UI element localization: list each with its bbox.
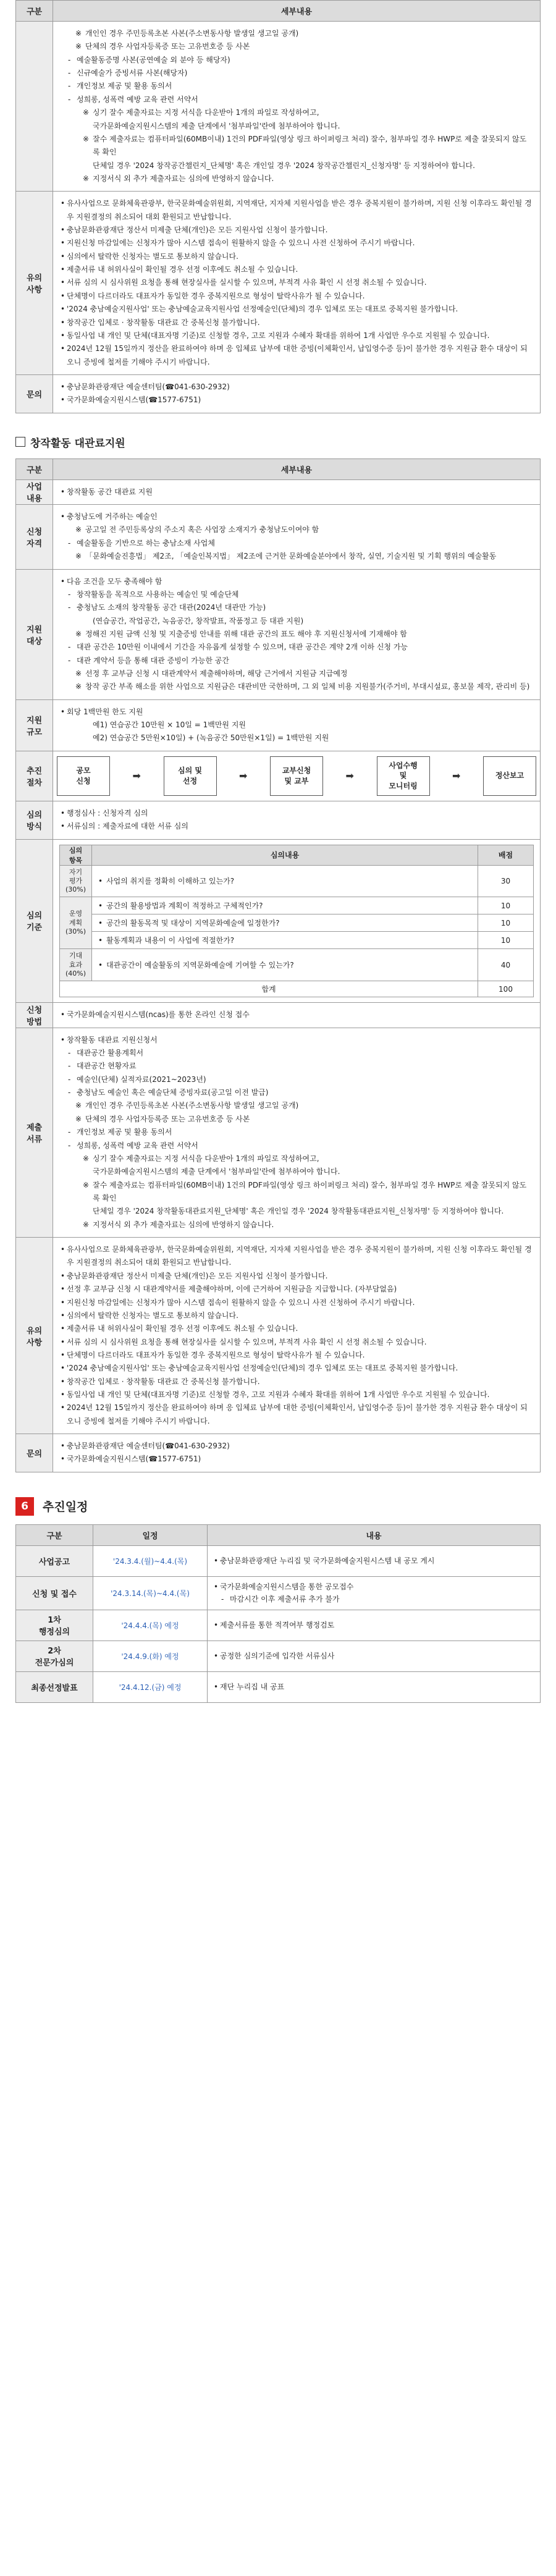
schedule-line: - 마감시간 이후 제출서류 추가 불가 bbox=[214, 1593, 534, 1605]
eligibility-cell bbox=[53, 505, 541, 569]
schedule-content bbox=[208, 1545, 541, 1576]
row-label-apply: 신청 방법 bbox=[16, 1003, 53, 1028]
text-line: • 충남문화관광재단 정산서 미제출 단체(개인)은 모든 지원사업 신청이 불가합니다. bbox=[61, 1270, 533, 1283]
text-line: • 창작활동 공간 대관료 지원 bbox=[61, 486, 533, 499]
text-line: • '2024 충남예술지원사업' 또는 충남예술교육지원사업 선정예술인(단체)의 경우 입체로 또는 대표로 중복지원 불가합니다. bbox=[61, 1362, 533, 1375]
text-line: • 충남문화관광재단 예술센터팀(☎041-630-2932) bbox=[61, 1440, 533, 1453]
text-line: ※ 지정서식 외 추가 제출자료는 심의에 반영하지 않습니다. bbox=[61, 172, 533, 185]
row-label-notice: 유의 사항 bbox=[16, 192, 53, 375]
row-label-docs: 제출 서류 bbox=[16, 1028, 53, 1237]
text-line: ※ 단체의 경우 사업자등록증 또는 고유번호증 등 사본 bbox=[61, 40, 533, 53]
schedule-line: • 재단 누리집 내 공표 bbox=[214, 1681, 534, 1693]
row-label-contact: 문의 bbox=[16, 374, 53, 413]
text-line: 예2) 연습공간 5만원×10일) + (녹음공간 50만원×1일) = 1백만원 지원 bbox=[93, 733, 329, 743]
text-line: - 개인정보 제공 및 활용 동의서 bbox=[61, 80, 533, 93]
flow-step: 심의 및 선정 bbox=[164, 756, 217, 796]
text-line: • 선정 후 교부금 신청 시 대관계약서를 제출해야하며, 이에 근거하여 지원금을 지급합니다. (자부담없음) bbox=[61, 1283, 533, 1296]
criteria-area: 기대 효과 (40%) bbox=[60, 949, 92, 981]
apply-cell bbox=[53, 1003, 541, 1028]
text-line: - 대관공간 현황자료 bbox=[61, 1060, 533, 1073]
checkbox-icon bbox=[15, 437, 25, 447]
criteria-points: 10 bbox=[478, 914, 534, 932]
criteria-item bbox=[92, 865, 478, 897]
text-line: - 창작활동을 목적으로 사용하는 예술인 및 예술단체 bbox=[61, 588, 533, 601]
schedule-table bbox=[15, 1524, 541, 1703]
text-line: ※ 단체의 경우 사업자등록증 또는 고유번호증 등 사본 bbox=[61, 1113, 533, 1126]
text-line: • 2024년 12월 15일까지 정산을 완료하여야 하며 응 입체료 납부에 대한 증빙(이체확인서, 납입영수증 등)이 불가한 경우 지원금 환수 대상이 되오니 증빙에 철저를 기해야 주시기 바랍니다. bbox=[61, 342, 533, 369]
criteria-item-text: • 사업의 취지를 정확히 이해하고 있는가? bbox=[98, 877, 234, 885]
text-line: • 심의에서 탈락한 신청자는 별도로 통보하지 않습니다. bbox=[61, 250, 533, 263]
row-label-notice: 유의 사항 bbox=[16, 1238, 53, 1434]
text-line: • '2024 충남예술지원사업' 또는 충남예술교육지원사업 선정예술인(단체)의 경우 입체로 또는 대표로 중복지원 불가합니다. bbox=[61, 303, 533, 316]
text-line: • 다음 조건을 모두 충족해야 함 bbox=[61, 575, 533, 588]
text-line: • 지원신청 마감일에는 신청자가 많아 시스템 접속이 원활하지 않을 수 있으니 사전 신청하여 주시기 바랍니다. bbox=[61, 1296, 533, 1309]
docs-continued-cell bbox=[53, 22, 541, 192]
text-line: ※ 잘수 제출자료는 컴퓨터파일(60MB이내) 1건의 PDF파일(영상 링크 하이퍼링크 처리) 잘수, 첨부파일 경우 HWP로 제출 잘못되지 않도록 확인 bbox=[61, 1179, 533, 1206]
section-title-rental bbox=[15, 434, 541, 450]
text-line: ※ 선정 후 교부금 신청 시 대관계약서 제출해야하며, 해당 근거에서 지원금 지급예정 bbox=[61, 667, 533, 680]
text-line: • 유사사업으로 문화체육관광부, 한국문화예술위원회, 지역재단, 지자체 지원사업을 받은 경우 중복지원이 불가하며, 지원 신청 이후라도 확인될 경우 지원결정의 취소되어 대회 환원되고 반납합니다. bbox=[61, 197, 533, 224]
bottom-spacer bbox=[15, 1703, 541, 1728]
text-line: • 단체명이 다르더라도 대표자가 동일한 경우 중복지원으로 형성이 탈락사유가 될 수 있습니다. bbox=[61, 1349, 533, 1362]
criteria-item bbox=[92, 897, 478, 914]
text-line: • 창작활동 대관료 지원신청서 bbox=[61, 1034, 533, 1047]
text-line: • 지원신청 마감일에는 신청자가 많아 시스템 접속이 원활하지 않을 수 있으니 사전 신청하여 주시기 바랍니다. bbox=[61, 237, 533, 250]
criteria-item-text: • 공간의 활용방법과 계획이 적정하고 구체적인가? bbox=[98, 902, 263, 910]
row-label-contact: 문의 bbox=[16, 1434, 53, 1472]
text-line: ※ 창작 공간 부족 해소를 위한 사업으로 지원금은 대관비만 국한하며, 그 외 일체 비용 지원불가(주거비, 부대시설료, 홍보물 제작, 관리비 등) bbox=[61, 680, 533, 693]
criteria-points: 40 bbox=[478, 949, 534, 981]
text-line: • 서류 심의 시 심사위원 요청을 통해 현장실사를 실시할 수 있으며, 부적격 사유 확인 시 선정 취소될 수 있습니다. bbox=[61, 1336, 533, 1349]
criteria-table bbox=[59, 845, 534, 998]
top-table bbox=[15, 0, 541, 413]
criteria-header-content: 심의내용 bbox=[92, 845, 478, 865]
text-line: 국가문화예술지원시스템의 제출 단계에서 '첨부파일'란에 첨부하여야 합니다. bbox=[93, 1167, 340, 1176]
arrow-right-icon: ➡ bbox=[239, 770, 248, 782]
row-label-scale: 지원 규모 bbox=[16, 699, 53, 751]
criteria-points: 10 bbox=[478, 932, 534, 949]
header-details: 세부내용 bbox=[53, 1, 541, 22]
text-line: 단체일 경우 '2024 창작활동대관료지원_단체명' 혹은 개인일 경우 '2024 창작활동대관료지원_신청자명' 등 지정하여야 합니다. bbox=[93, 1207, 504, 1216]
contact-cell bbox=[53, 1434, 541, 1472]
flow-step: 공모 신청 bbox=[57, 756, 110, 796]
docs-cell bbox=[53, 1028, 541, 1237]
text-line: • 동일사업 내 개인 및 단체(대표자명 기준)로 신청할 경우, 고로 지원과 수혜자 확대를 위하여 1개 사업만 우수로 지원될 수 있습니다. bbox=[61, 1388, 533, 1401]
procedure-flow bbox=[53, 751, 540, 801]
arrow-right-icon: ➡ bbox=[452, 770, 461, 782]
criteria-area: 자기 평가 (30%) bbox=[60, 865, 92, 897]
schedule-row-label: 1차 행정심의 bbox=[16, 1610, 93, 1641]
schedule-row-label: 최종선정발표 bbox=[16, 1671, 93, 1702]
text-line: ※ 공고일 전 주민등록상의 주소지 혹은 사업장 소재지가 충청남도이여야 함 bbox=[61, 523, 533, 536]
schedule-content bbox=[208, 1641, 541, 1671]
text-line: ※ 지정서식 외 추가 제출자료는 심의에 반영하지 않습니다. bbox=[61, 1218, 533, 1231]
text-line: • 국가문화예술지원시스템(ncas)를 통한 온라인 신청 접수 bbox=[61, 1008, 533, 1021]
arrow-right-icon: ➡ bbox=[132, 770, 141, 782]
schedule-line: • 공정한 심의기준에 입각한 서류심사 bbox=[214, 1650, 534, 1662]
criteria-points: 10 bbox=[478, 897, 534, 914]
contact-cell bbox=[53, 374, 541, 413]
schedule-row-label: 2차 전문가심의 bbox=[16, 1641, 93, 1671]
criteria-item-text: • 활동계획과 내용이 이 사업에 적절한가? bbox=[98, 936, 234, 945]
flow-step: 교부신청 및 교부 bbox=[270, 756, 323, 796]
text-line: 단체일 경우 '2024 창작공간챌린지_단체명' 혹은 개인일 경우 '2024 창작공간챌린지_신청자명' 등 지정하여야 합니다. bbox=[93, 161, 475, 170]
text-line: ※ 잘수 제출자료는 컴퓨터파일(60MB이내) 1건의 PDF파일(영상 링크 하이퍼링크 처리) 잘수, 첨부파일 경우 HWP로 제출 잘못되지 않도록 확인 bbox=[61, 133, 533, 159]
text-line: • 서류 심의 시 심사위원 요청을 통해 현장실사를 실시할 수 있으며, 부적격 사유 확인 시 선정 취소될 수 있습니다. bbox=[61, 276, 533, 289]
text-line: ※ 개인인 경우 주민등록초본 사본(주소변동사항 발생일 생고일 공개) bbox=[61, 1099, 533, 1112]
arrow-right-icon: ➡ bbox=[345, 770, 354, 782]
text-line: • 2024년 12월 15일까지 정산을 완료하여야 하며 응 입체료 납부에 대한 증빙(이체확인서, 납입영수증 등)이 불가한 경우 지원금 환수 대상이 되오니 증빙에 철저를 기해야 주시기 바랍니다. bbox=[61, 1401, 533, 1428]
text-line: • 충남문화관광재단 정산서 미제출 단체(개인)은 모든 지원사업 신청이 불가합니다. bbox=[61, 224, 533, 237]
text-line: - 예술활동증명 사본(공연예술 외 분야 등 해당자) bbox=[61, 54, 533, 67]
target-cell bbox=[53, 569, 541, 699]
schedule-line: • 국가문화예술지원시스템을 통한 공모접수 bbox=[214, 1581, 534, 1593]
section-title-text: 창작활동 대관료지원 bbox=[30, 437, 125, 450]
text-line: • 제출서류 내 허위사실이 확인될 경우 선정 이후에도 취소될 수 있습니다. bbox=[61, 263, 533, 276]
header-details: 세부내용 bbox=[53, 458, 541, 479]
schedule-line: • 제출서류를 통한 적격여부 행정검토 bbox=[214, 1619, 534, 1631]
business-cell bbox=[53, 479, 541, 504]
text-line: 국가문화예술지원시스템의 제출 단계에서 '첨부파일'란에 첨부하여야 합니다. bbox=[93, 121, 340, 130]
schedule-content bbox=[208, 1576, 541, 1610]
flow-step: 사업수행 및 모니터링 bbox=[377, 756, 430, 796]
header-category: 구분 bbox=[16, 1, 53, 22]
row-label-eligibility: 신청 자격 bbox=[16, 505, 53, 569]
text-line: • 충청남도에 거주하는 예술인 bbox=[61, 510, 533, 523]
text-line: - 성희롱, 성폭력 예방 교육 관련 서약서 bbox=[61, 93, 533, 106]
section-title-schedule bbox=[15, 1497, 541, 1516]
text-line: • 심의에서 탈락한 신청자는 별도로 통보하지 않습니다. bbox=[61, 1309, 533, 1322]
schedule-date: '24.4.12.(금) 예정 bbox=[93, 1671, 208, 1702]
row-label-docs-continued bbox=[16, 22, 53, 192]
text-line: - 충청남도 소재의 창작활동 공간 대관(2024년 대관만 가능) bbox=[61, 601, 533, 614]
text-line: • 행정심사 : 신청자격 심의 bbox=[61, 807, 533, 820]
text-line: - 예술활동을 기반으로 하는 충남소재 사업체 bbox=[61, 537, 533, 550]
notice-cell bbox=[53, 192, 541, 375]
schedule-content bbox=[208, 1610, 541, 1641]
schedule-date: '24.4.9.(화) 예정 bbox=[93, 1641, 208, 1671]
text-line: • 국가문화예술지원시스템(☎1577-6751) bbox=[61, 1453, 533, 1466]
schedule-content bbox=[208, 1671, 541, 1702]
row-label-method: 심의 방식 bbox=[16, 801, 53, 839]
rental-support-table bbox=[15, 458, 541, 1472]
text-line: • 서류심의 : 제출자료에 대한 서류 심의 bbox=[61, 820, 533, 833]
row-label-target: 지원 대상 bbox=[16, 569, 53, 699]
schedule-date: '24.3.4.(월)~4.4.(목) bbox=[93, 1545, 208, 1576]
method-cell bbox=[53, 801, 541, 839]
criteria-item bbox=[92, 914, 478, 932]
scale-cell bbox=[53, 699, 541, 751]
text-line: - 성희롱, 성폭력 예방 교육 관련 서약서 bbox=[61, 1139, 533, 1152]
text-line: (연습공간, 작업공간, 녹음공간, 창작발표, 작품정고 등 대관 지원) bbox=[93, 616, 304, 625]
text-line: - 대관 공간은 10만원 이내에서 기간을 자유롭게 설정할 수 있으며, 대관 공간은 계약 2개 이하 신청 가능 bbox=[61, 641, 533, 654]
section-number-badge: 6 bbox=[15, 1497, 34, 1516]
text-line: ※ 개인인 경우 주민등록초본 사본(주소변동사항 발생일 생고일 공개) bbox=[61, 27, 533, 40]
text-line: ※ 정해진 지원 금액 신청 및 지출증빙 안내를 위해 대관 공간의 표도 해야 후 지원신청서에 기재해야 함 bbox=[61, 628, 533, 641]
procedure-cell bbox=[53, 751, 541, 801]
criteria-points: 30 bbox=[478, 865, 534, 897]
criteria-item-text: • 대관공간이 예술활동의 지역문화예술에 기여할 수 있는가? bbox=[98, 961, 294, 969]
text-line: • 창작공간 입체로 · 창작활동 대관료 간 중복신청 불가합니다. bbox=[61, 1375, 533, 1388]
schedule-header-content: 내용 bbox=[208, 1524, 541, 1545]
text-line: - 대관공간 활용계획서 bbox=[61, 1047, 533, 1060]
schedule-row-label: 신청 및 접수 bbox=[16, 1576, 93, 1610]
schedule-header-category: 구분 bbox=[16, 1524, 93, 1545]
text-line: • 국가문화예술지원시스템(☎1577-6751) bbox=[61, 394, 533, 407]
row-label-procedure: 추진 절차 bbox=[16, 751, 53, 801]
schedule-date: '24.3.14.(목)~4.4.(목) bbox=[93, 1576, 208, 1610]
row-label-business: 사업 내용 bbox=[16, 479, 53, 504]
criteria-area: 운영 계획 (30%) bbox=[60, 897, 92, 949]
criteria-total-label: 합계 bbox=[60, 981, 478, 997]
section-title-text: 추진일정 bbox=[43, 1500, 88, 1514]
header-category: 구분 bbox=[16, 458, 53, 479]
text-line: • 동일사업 내 개인 및 단체(대표자명 기준)로 신청할 경우, 고로 지원과 수혜자 확대를 위하여 1개 사업만 우수로 지원될 수 있습니다. bbox=[61, 329, 533, 342]
schedule-line: • 충남문화관광재단 누리집 및 국가문화예술지원시스템 내 공모 게시 bbox=[214, 1555, 534, 1567]
text-line: ※ 싱기 잘수 제출자료는 지정 서식을 다운받아 1개의 파일로 작성하여고, bbox=[61, 1152, 533, 1165]
text-line: - 충청남도 예술인 혹은 예술단체 증빙자료(공고일 이전 발급) bbox=[61, 1086, 533, 1099]
notice-cell bbox=[53, 1238, 541, 1434]
text-line: ※ 「문화예술진흥법」 제2조, 「예술인복지법」 제2조에 근거한 문화예술분야에서 창작, 실연, 기술지원 및 기획 행위의 예술활동 bbox=[61, 550, 533, 563]
criteria-item bbox=[92, 932, 478, 949]
text-line: - 신규예술가 증빙서류 사본(해당자) bbox=[61, 67, 533, 80]
criteria-item bbox=[92, 949, 478, 981]
text-line: ※ 싱기 잘수 제출자료는 지정 서식을 다운받아 1개의 파일로 작성하여고, bbox=[61, 106, 533, 119]
text-line: • 회당 1백만원 한도 지원 bbox=[61, 706, 533, 719]
criteria-total: 100 bbox=[478, 981, 534, 997]
row-label-criteria: 심의 기준 bbox=[16, 839, 53, 1003]
criteria-item-text: • 공간의 활동목적 및 대상이 지역문화예술에 일정한가? bbox=[98, 919, 280, 927]
text-line: - 개인정보 제공 및 활용 동의서 bbox=[61, 1126, 533, 1139]
text-line: • 창작공간 입체로 · 창작활동 대관료 간 중복신청 불가합니다. bbox=[61, 316, 533, 329]
schedule-row-label: 사업공고 bbox=[16, 1545, 93, 1576]
schedule-date: '24.4.4.(목) 예정 bbox=[93, 1610, 208, 1641]
text-line: - 대관 계약서 등을 통해 대관 증빙이 가능한 공간 bbox=[61, 654, 533, 667]
flow-step: 정산보고 bbox=[483, 756, 536, 796]
text-line: - 예술인(단체) 실적자료(2021~2023년) bbox=[61, 1073, 533, 1086]
text-line: • 단체명이 다르더라도 대표자가 동일한 경우 중복지원으로 형성이 탈락사유가 될 수 있습니다. bbox=[61, 290, 533, 303]
text-line: • 충남문화관광재단 예술센터팀(☎041-630-2932) bbox=[61, 381, 533, 394]
text-line: • 제출서류 내 허위사실이 확인될 경우 선정 이후에도 취소될 수 있습니다. bbox=[61, 1322, 533, 1335]
criteria-cell bbox=[53, 839, 541, 1003]
text-line: 예1) 연습공간 10만원 × 10일 = 1백만원 지원 bbox=[93, 720, 246, 730]
criteria-header-area: 심의 항목 bbox=[60, 845, 92, 865]
criteria-header-points: 배점 bbox=[478, 845, 534, 865]
text-line: • 유사사업으로 문화체육관광부, 한국문화예술위원회, 지역재단, 지자체 지원사업을 받은 경우 중복지원이 불가하며, 지원 신청 이후라도 확인될 경우 지원결정의 취소되어 대회 환원되고 반납합니다. bbox=[61, 1243, 533, 1270]
schedule-header-date: 일정 bbox=[93, 1524, 208, 1545]
